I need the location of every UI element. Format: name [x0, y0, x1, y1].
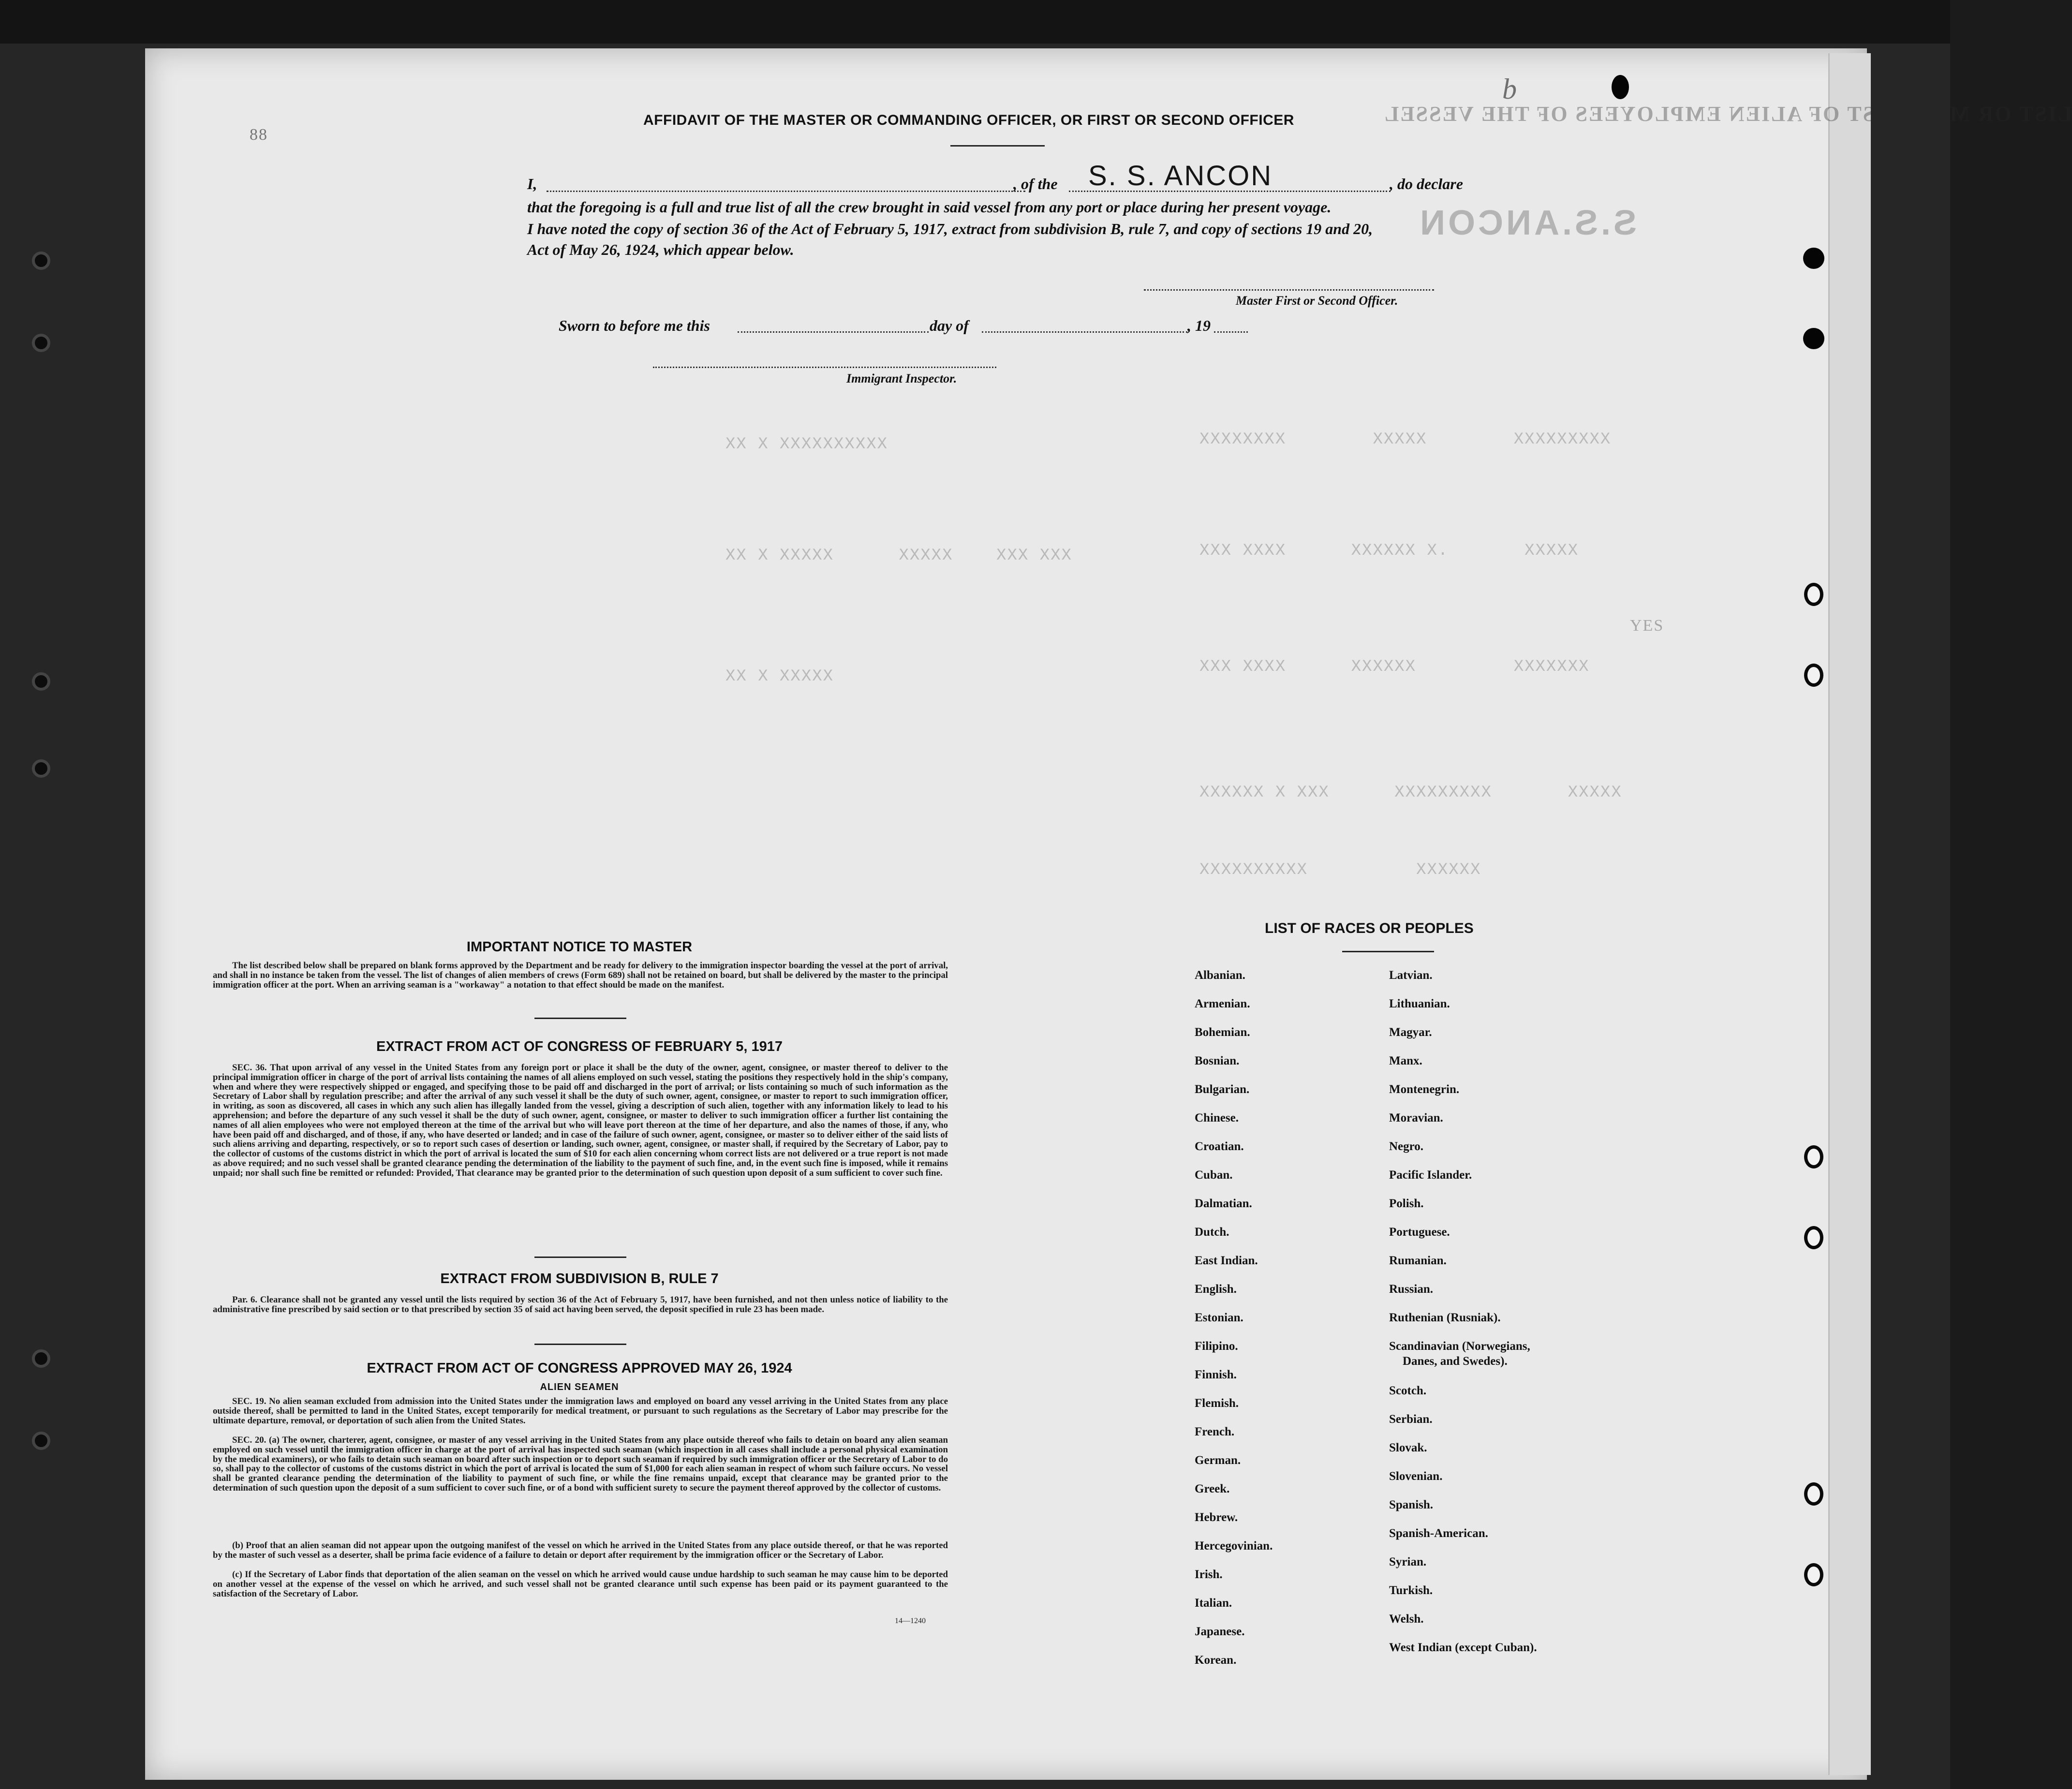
race-item: West Indian (except Cuban).: [1389, 1641, 1537, 1654]
race-item: Dutch.: [1195, 1226, 1229, 1239]
declarant-label: I,: [527, 175, 537, 192]
race-item: Pacific Islander.: [1389, 1168, 1472, 1182]
race-item: Welsh.: [1389, 1612, 1424, 1626]
race-item: Cuban.: [1195, 1168, 1233, 1182]
binder-hole-icon: [32, 1432, 50, 1450]
race-item: East Indian.: [1195, 1254, 1258, 1267]
race-item: Japanese.: [1195, 1625, 1245, 1638]
race-item: Manx.: [1389, 1054, 1422, 1067]
race-item: Croatian.: [1195, 1140, 1244, 1153]
affidavit-line-1: that the foregoing is a full and true list of all the crew brought in said vessel from any port or place during her present voyage.: [527, 198, 1332, 216]
binder-hole-icon: [32, 672, 50, 691]
title-divider: [950, 145, 1045, 147]
page-number-mark: 88: [250, 126, 268, 144]
sec19-text: SEC. 19. No alien seaman excluded from admission into the United States under the immigration laws and employed on board any vessel arriving in the United States from any place outside thereof, shall be permitted to land in the United States, except temporarily for medical treatment, or pursuant to such regulations as the Secretary of Labor may prescribe for the ultimate departure, removal, or deportation of such alien from the United States.: [213, 1396, 948, 1426]
race-item: Lithuanian.: [1389, 997, 1450, 1010]
race-item: Serbian.: [1389, 1413, 1433, 1426]
punch-hole-icon: [1804, 583, 1823, 606]
section-divider: [534, 1257, 626, 1258]
sworn-year-field[interactable]: [1214, 331, 1248, 333]
extract-1917-text: SEC. 36. That upon arrival of any vessel in the United States from any foreign port or place it shall be the duty of the owner, agent, consignee, or master thereof to deliver to the principal immigration officer in charge of the port of arrival lists containing the names of all aliens employed on such vessel, stating the positions they respectively hold in the ship's company, when and where they were respectively shipped or engaged, and specifying those to be paid off and discharged in the port of arrival; or lists containing so much of such information as the Secretary of Labor shall by regulation prescribe; and after the arrival of any such vessel it shall be the duty of such owner, agent, consignee, or master to report to such immigration officer, in writing, as soon as discovered, all cases in which any such alien has illegally landed from the vessel, giving a description of such alien, together with any information likely to lead to his apprehension; and before the departure of any such vessel it shall be the duty of such owner, agent, consignee, or master to deliver to such immigration officer a further list containing the names of all alien employees who were not employed thereon at the time of the arrival but who will leave port thereon at the time of her departure, and also the names of those, if any, who have been paid off and discharged, and of those, if any, who have deserted or landed; and in case of the failure of such owner, agent, consignee, or master so to deliver either of the said lists of such aliens arriving and departing, respectively, or so to report such cases of desertion or landing, such owner, agent, consignee, or master shall, if required by the Secretary of Labor, pay to the collector of customs of the customs district in which the port of arrival is located the sum of $10 for each alien concerning whom correct lists are not delivered or a true report is not made as above required; and no such vessel shall be granted clearance pending the determination of the liability to the payment of such fine, and, in the event such fine is imposed, while it remains unpaid; nor shall such fine be remitted or refunded: Provided, That clearance may be granted prior to the determination of such question upon deposit of a sum sufficient to cover such fine.: [213, 1063, 948, 1178]
race-item: Albanian.: [1195, 969, 1245, 982]
sec20b-text: (b) Proof that an alien seaman did not appear upon the outgoing manifest of the vessel on which he arrived in the United States from any place outside thereof, or that he was reported by the master of such vessel as a deserter, shall be prima facie evidence of a failure to detain or deport after requirement by the immigration officer or the Secretary of Labor.: [213, 1540, 948, 1560]
bleed-through-header: LIST OR MANIFEST OF ALIEN EMPLOYEES OF THE VESSEL: [1383, 102, 2072, 126]
bleed-through-row: XXX XXXX XXXXXX XXXXXXX: [1199, 658, 1590, 676]
sheet-right-edge: [1828, 53, 1871, 1775]
race-item: Bosnian.: [1195, 1054, 1240, 1067]
bleed-through-row: YES: [1630, 617, 1664, 635]
punch-hole-icon: [1804, 1226, 1823, 1249]
race-item: Slovenian.: [1389, 1470, 1443, 1483]
race-item: Armenian.: [1195, 997, 1250, 1010]
race-item: Estonian.: [1195, 1311, 1243, 1324]
form-number: 14—1240: [895, 1617, 926, 1625]
master-signature-field[interactable]: [1144, 289, 1434, 291]
punch-hole-icon: [1803, 328, 1824, 349]
race-item: Syrian.: [1389, 1555, 1427, 1568]
binder-hole-icon: [32, 759, 50, 778]
section-divider: [534, 1344, 626, 1345]
notice-title: IMPORTANT NOTICE TO MASTER: [466, 939, 693, 955]
bleed-through-row: XXX XXXX XXXXXX X. XXXXX: [1199, 542, 1579, 560]
sworn-day-field[interactable]: [738, 331, 929, 333]
master-signature-label: Master First or Second Officer.: [1236, 294, 1398, 308]
race-item: Russian.: [1389, 1283, 1434, 1296]
bleed-through-row: XXXXXXXX XXXXX XXXXXXXXX: [1199, 430, 1612, 449]
race-item: Magyar.: [1389, 1026, 1432, 1039]
punch-hole-icon: [1804, 1563, 1823, 1586]
race-item: Slovak.: [1389, 1441, 1427, 1454]
affidavit-line-2: I have noted the copy of section 36 of the Act of February 5, 1917, extract from subdivision B, rule 7, and copy of sections 19 and 20,: [527, 220, 1373, 237]
race-item: Rumanian.: [1389, 1254, 1447, 1267]
race-item: Filipino.: [1195, 1340, 1238, 1353]
of-the-label: , of the: [1013, 175, 1058, 192]
race-item: Spanish-American.: [1389, 1527, 1488, 1540]
binder-hole-icon: [32, 251, 50, 270]
race-item: Portuguese.: [1389, 1226, 1450, 1239]
races-divider: [1342, 951, 1434, 952]
corner-letter-mark: b: [1502, 73, 1518, 105]
inspector-label: Immigrant Inspector.: [846, 371, 957, 385]
affidavit-line-3: Act of May 26, 1924, which appear below.: [527, 241, 794, 258]
extract-rule7-text: Par. 6. Clearance shall not be granted any vessel until the lists required by section 36 of the Act of February 5, 1917, have been furnished, and not then unless notice of liability to the administrative fine prescribed by said section or to that prescribed by section 35 of said act having been served, the deposit specified in rule 23 has been made.: [213, 1295, 948, 1315]
notice-text: The list described below shall be prepared on blank forms approved by the Department and be ready for delivery to the immigration inspector boarding the vessel at the port of arrival, and shall in no instance be taken from the vessel. The list of changes of alien members of crews (Form 689) shall not be retained on board, but shall be delivered by the master to the principal immigration officer at the port. When an arriving seaman is a "workaway" a notation to that effect should be made on the manifest.: [213, 961, 948, 990]
inspector-signature-field[interactable]: [653, 367, 996, 368]
race-item: Montenegrin.: [1389, 1083, 1460, 1096]
race-item: Greek.: [1195, 1482, 1230, 1495]
bleed-through-row: XX X XXXXX: [725, 667, 834, 686]
race-item: Spanish.: [1389, 1498, 1434, 1511]
race-item: Korean.: [1195, 1654, 1237, 1667]
race-item: Latvian.: [1389, 969, 1433, 982]
race-item: Dalmatian.: [1195, 1197, 1252, 1210]
race-item: Irish.: [1195, 1568, 1223, 1581]
extract-1917-title: EXTRACT FROM ACT OF CONGRESS OF FEBRUARY 5, 1917: [376, 1039, 783, 1054]
bleed-through-row: XXXXXX X XXX XXXXXXXXX XXXXX: [1199, 784, 1622, 802]
race-item: Polish.: [1389, 1197, 1424, 1210]
punch-hole-icon: [1804, 1145, 1823, 1168]
punch-hole-icon: [1804, 1482, 1823, 1506]
race-item: Ruthenian (Rusniak).: [1389, 1311, 1501, 1324]
extract-rule7-title: EXTRACT FROM SUBDIVISION B, RULE 7: [440, 1271, 719, 1286]
declarant-name-field[interactable]: [547, 191, 1025, 192]
race-item: German.: [1195, 1454, 1241, 1467]
race-item: Danes, and Swedes).: [1403, 1355, 1508, 1368]
race-item: French.: [1195, 1425, 1235, 1438]
race-item: Bulgarian.: [1195, 1083, 1250, 1096]
day-of-label: day of: [930, 317, 969, 334]
race-item: Finnish.: [1195, 1368, 1237, 1381]
sec20c-text: (c) If the Secretary of Labor finds that deportation of the alien seaman on the vessel on which he arrived would cause undue hardship to such seaman he may cause him to be deported on another vessel at the expense of the vessel on which he arrived, and such vessel shall not be granted clearance until such expense has been paid or its payment guaranteed to the satisfaction of the Secretary of Labor.: [213, 1569, 948, 1599]
race-item: Turkish.: [1389, 1584, 1433, 1597]
alien-seamen-subtitle: ALIEN SEAMEN: [540, 1382, 619, 1392]
scan-border: [0, 0, 1950, 44]
vessel-name: S. S. ANCON: [1088, 160, 1273, 192]
section-divider: [534, 1018, 626, 1019]
race-item: Hebrew.: [1195, 1511, 1238, 1524]
race-item: Hercegovinian.: [1195, 1539, 1273, 1552]
bleed-through-row: XX X XXXXXXXXXX: [725, 435, 888, 454]
race-item: Flemish.: [1195, 1397, 1239, 1410]
bleed-through-row: XX X XXXXX XXXXX XXX XXX: [725, 547, 1072, 565]
sworn-label: Sworn to before me this: [559, 317, 710, 334]
race-item: Scandinavian (Norwegians,: [1389, 1340, 1530, 1353]
race-item: Scotch.: [1389, 1384, 1427, 1397]
race-item: Chinese.: [1195, 1111, 1239, 1124]
race-item: Italian.: [1195, 1597, 1232, 1610]
document-sheet: [145, 48, 1867, 1780]
punch-hole-icon: [1804, 664, 1823, 687]
punch-hole-icon: [1803, 248, 1824, 269]
bleed-through-row: XXXXXXXXXX XXXXXX: [1199, 861, 1481, 879]
sworn-month-field[interactable]: [982, 331, 1187, 333]
binder-hole-icon: [32, 1349, 50, 1368]
race-item: Moravian.: [1389, 1111, 1443, 1124]
affidavit-title: AFFIDAVIT OF THE MASTER OR COMMANDING OFFICER, OR FIRST OR SECOND OFFICER: [643, 112, 1294, 128]
race-item: Negro.: [1389, 1140, 1424, 1153]
vessel-name-field[interactable]: [1069, 191, 1391, 192]
races-title: LIST OF RACES OR PEOPLES: [1265, 920, 1474, 936]
bleed-through-vessel: S.S.ANCON: [1417, 204, 1637, 242]
race-item: English.: [1195, 1283, 1237, 1296]
do-declare-label: , do declare: [1390, 175, 1463, 192]
extract-1924-title: EXTRACT FROM ACT OF CONGRESS APPROVED MAY 26, 1924: [367, 1360, 792, 1376]
punch-hole-icon: [1612, 75, 1629, 99]
race-item: Bohemian.: [1195, 1026, 1250, 1039]
year-label: , 19: [1187, 317, 1211, 334]
sec20a-text: SEC. 20. (a) The owner, charterer, agent, consignee, or master of any vessel arriving in the United States from any place outside thereof who fails to detain on board any alien seaman employed on such vessel until the immigration officer in charge at the port of arrival has inspected such seaman (which inspection in all cases shall include a personal physical examination by the medical examiners), or who fails to detain such seaman on board after such inspection or to deport such seaman if required by such immigration officer or the Secretary of Labor to do so, shall pay to the collector of customs of the customs district in which the port of arrival is located the sum of $1,000 for each alien seaman in respect of whom such failure occurs. No vessel shall be granted clearance pending the determination of the liability to payment of such fine, or while the fine remains unpaid, except that clearance may be granted prior to the determination of such question upon the deposit of a sum sufficient to cover such fine, or of a bond with sufficient surety to secure the payment thereof approved by the collector of customs.: [213, 1435, 948, 1493]
binder-hole-icon: [32, 334, 50, 352]
